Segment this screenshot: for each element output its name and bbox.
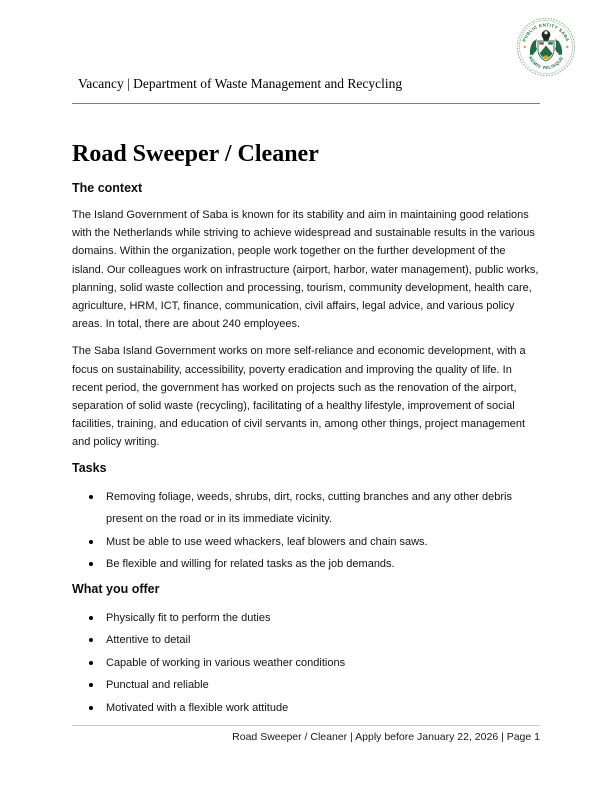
footer-divider [72, 725, 540, 726]
header-department-line: Vacancy | Department of Waste Management and Recycling [78, 76, 403, 91]
bullet-dot-icon [89, 661, 93, 665]
context-paragraph-2: The Saba Island Government works on more self-reliance and economic development, with a focus on sustainability, accessibility, poverty eradication and improving the quality of life. In recent period, the government has worked on projects such as the renovation of the airport, separation of solid waste (recycling), facilitating of a healthy lifestyle, improvement of social facilities, training, and education of civil servants in, among other things, project management and policy writing. [72, 345, 526, 449]
job-title: Road Sweeper / Cleaner [72, 141, 319, 167]
document-body [72, 140, 540, 725]
section-heading-context: The context [72, 181, 143, 195]
tasks-list [72, 486, 540, 576]
offer-item [72, 629, 540, 652]
bullet-dot-icon [89, 683, 93, 687]
bullet-dot-icon [89, 540, 93, 544]
task-item-text: Be flexible and willing for related tasks as the job demands. [106, 558, 395, 571]
bullet-dot-icon [89, 562, 93, 566]
bullet-dot-icon [89, 638, 93, 642]
footer-line: Road Sweeper / Cleaner | Apply before January 22, 2026 | Page 1 [232, 731, 540, 743]
task-item [72, 531, 540, 554]
offer-item [72, 607, 540, 630]
seal-star-right-icon [566, 46, 568, 48]
bullet-dot-icon [89, 616, 93, 620]
task-item-text: Removing foliage, weeds, shrubs, dirt, rocks, cutting branches and any other debris present on the road or in its immediate vicinity. [106, 490, 512, 526]
bullet-dot-icon [89, 495, 93, 499]
section-heading-tasks: Tasks [72, 460, 107, 475]
offer-item [72, 674, 540, 697]
offer-item [72, 652, 540, 675]
task-item-text: Must be able to use weed whackers, leaf blowers and chain saws. [106, 535, 428, 548]
offer-list [72, 607, 540, 720]
seal-icon [516, 17, 576, 77]
section-heading-offer: What you offer [72, 581, 160, 596]
offer-item-text: Physically fit to perform the duties [106, 611, 271, 624]
seal-bottom-text: REMIS VELISQUE [527, 55, 565, 71]
offer-item-text: Attentive to detail [106, 634, 191, 647]
saba-public-entity-seal [516, 17, 576, 77]
header-divider [72, 103, 540, 104]
offer-item-text: Punctual and reliable [106, 679, 209, 692]
context-paragraph-1: The Island Government of Saba is known for its stability and aim in maintaining good relations with the Netherlands while striving to achieve widespread and sustainable results in the various domains. Within the organization, people work together on the further development of the island. Our colleagues work on infrastructure (airport, harbor, water management), public works, planning, solid waste collection and processing, tourism, community development, health care, agriculture, HRM, ICT, finance, communication, civil affairs, legal advice, and various policy areas. In total, there are about 240 employees. [72, 209, 539, 331]
task-item [72, 486, 540, 531]
offer-item [72, 697, 540, 720]
seal-top-text: PUBLIC ENTITY SABA [521, 22, 571, 43]
offer-item-text: Motivated with a flexible work attitude [106, 701, 289, 714]
seal-star-left-icon [524, 46, 526, 48]
bullet-dot-icon [89, 706, 93, 710]
task-item [72, 553, 540, 576]
offer-item-text: Capable of working in various weather conditions [106, 656, 346, 669]
